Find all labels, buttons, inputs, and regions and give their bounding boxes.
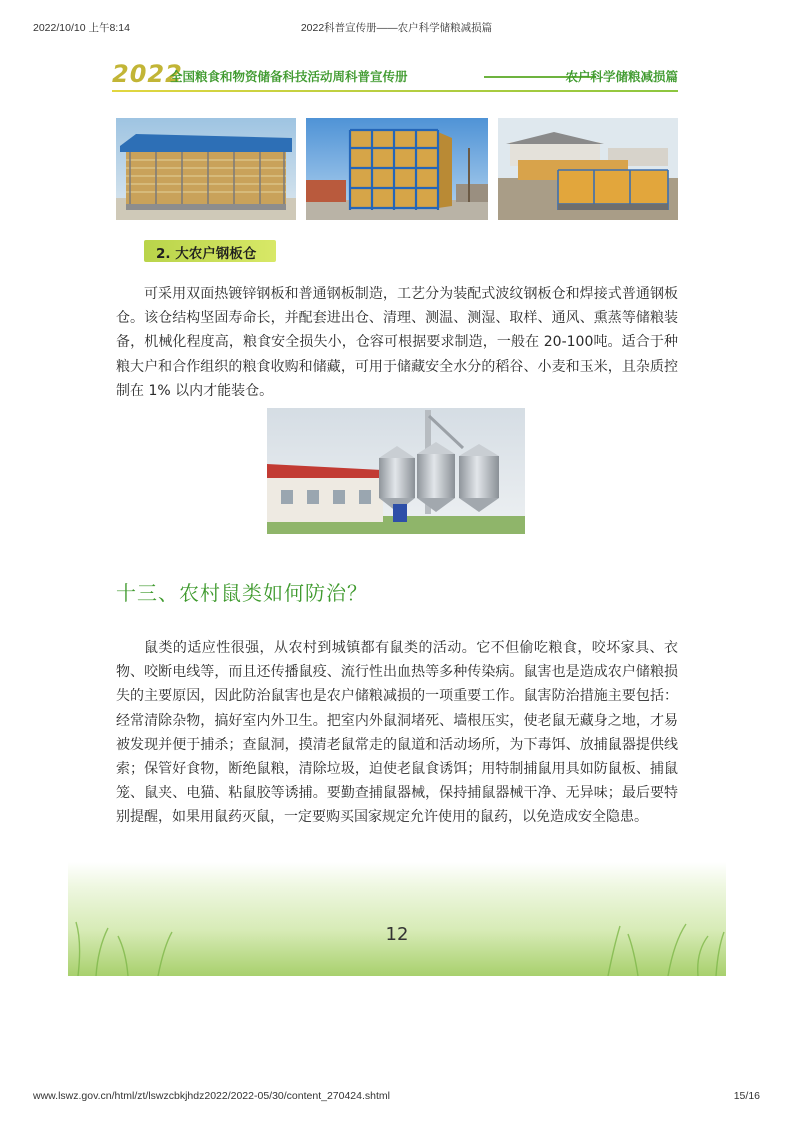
- print-url: www.lswz.gov.cn/html/zt/lswzcbkjhdz2022/2022-05/30/content_270424.shtml: [33, 1090, 390, 1102]
- open-corn-storage-yard-photo: [498, 118, 678, 220]
- print-footer: [33, 1090, 760, 1106]
- subsection-heading: [144, 240, 276, 262]
- page-number: 12: [385, 924, 409, 945]
- print-header: [33, 20, 760, 36]
- grass-footer-decoration: [68, 862, 726, 976]
- steel-silo-farm-photo: [267, 408, 525, 534]
- print-datetime: 2022/10/10 上午8:14: [33, 22, 130, 34]
- banner-title-right: 农户科学储粮减损篇: [565, 69, 678, 84]
- steel-silo-paragraph: 可采用双面热镀锌钢板和普通钢板制造，工艺分为装配式波纹钢板仓和焊接式普通钢板仓。该仓结构坚固寿命长，并配套进出仓、清理、测温、测湿、取样、通风、熏蒸等储粮装备，机械化程度高，粮食安全损失小，仓容可根据要求制造，一般在 20-100吨。适合于种粮大户和合作组织的粮食收购和储藏，可用于储藏安全水分的稻谷、小麦和玉米，且杂质控制在 1% 以内才能装仓。: [116, 286, 678, 399]
- banner-year: 2022: [112, 60, 183, 88]
- corn-crib-blue-roof-photo: [116, 118, 296, 220]
- brochure-banner: [112, 60, 678, 92]
- subsection-heading-text: 2. 大农户钢板仓: [156, 246, 257, 262]
- rodent-control-paragraph: 鼠类的适应性很强，从农村到城镇都有鼠类的活动。它不但偷吃粮食，咬坏家具、衣物、咬断电线等，而且还传播鼠疫、流行性出血热等多种传染病。鼠害也是造成农户储粮损失的主要原因，因此防治鼠害也是农户储粮减损的一项重要工作。鼠害防治措施主要包括：经常清除杂物，搞好室内外卫生。把室内外鼠洞堵死、墙根压实，使老鼠无藏身之地，才易被发现并便于捕杀；查鼠洞，摸清老鼠常走的鼠道和活动场所，为下毒饵、放捕鼠器提供线索；保管好食物，断绝鼠粮，清除垃圾，迫使老鼠食诱饵；用特制捕鼠用具如防鼠板、捕鼠笼、鼠夹、电猫、粘鼠胶等诱捕。要勤查捕鼠器械，保持捕鼠器械干净、无异味；最后要特别提醒，如果用鼠药灭鼠，一定要购买国家规定允许使用的鼠药，以免造成安全隐患。: [116, 640, 678, 826]
- banner-title-left: 全国粮食和物资储备科技活动周科普宣传册: [170, 69, 408, 84]
- print-doc-title: 2022科普宣传册——农户科学储粮减损篇: [300, 22, 493, 34]
- corn-crib-blue-frame-photo: [306, 118, 488, 220]
- print-page-count: 15/16: [733, 1090, 760, 1102]
- section-13-heading: 十三、农村鼠类如何防治？: [116, 581, 368, 605]
- brochure-page: [68, 50, 726, 980]
- banner-underline: [112, 90, 678, 92]
